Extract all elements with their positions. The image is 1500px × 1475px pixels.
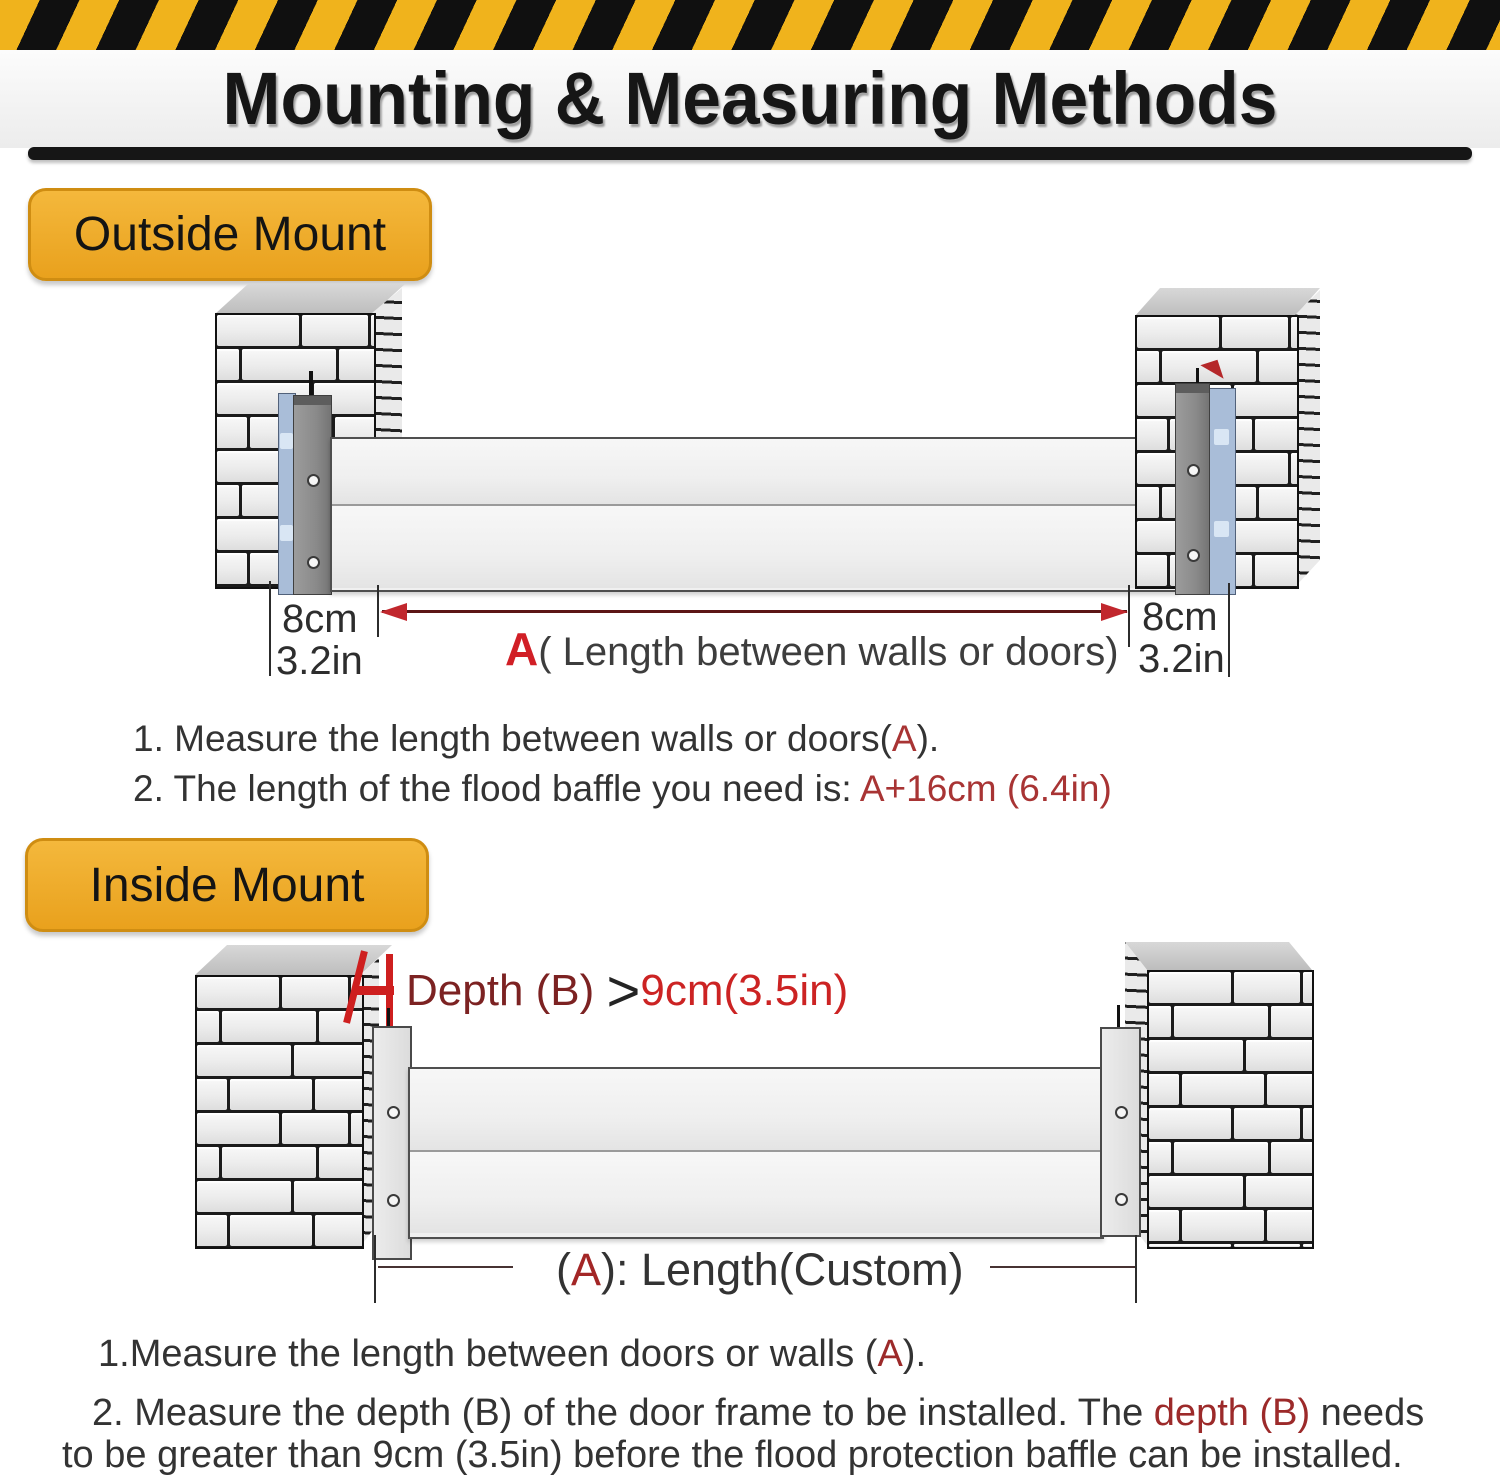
outside-flood-baffle [330,437,1179,592]
brick [1255,419,1297,450]
brick [1234,385,1297,416]
brick [1137,555,1167,586]
brick [197,1181,291,1212]
brick [282,977,348,1008]
seal-clip [1214,521,1229,537]
arrowhead-right-icon [1101,603,1128,621]
brick [1149,1176,1243,1207]
brick [319,1011,362,1042]
brick [1149,1210,1179,1241]
brick [217,553,247,584]
outside-right-bracket [1175,383,1210,595]
inside-step-3 [62,1434,1403,1475]
brick [1259,351,1297,382]
bracket-hole [1187,464,1200,477]
brick [371,315,374,346]
brick [1303,1108,1312,1139]
dim-left-cm: 8cm [282,597,358,641]
brick-row [1149,972,1312,1003]
brick [302,315,368,346]
step-text: needs [1310,1392,1425,1434]
step-highlight: depth (B) [1153,1392,1311,1434]
brick-row [1149,1074,1312,1105]
bracket-hole [1115,1193,1128,1206]
step-text: to be greater than 9cm (3.5in) before the flood protection baffle can be installed. [62,1434,1403,1475]
brick [1222,317,1288,348]
brick-row [1149,1176,1312,1207]
outside-left-bracket [293,395,332,595]
dim-tick [1128,585,1130,647]
dim-line [269,581,271,676]
brick [197,977,279,1008]
greater-than-sign: > [606,959,641,1024]
brick [1303,1244,1312,1247]
step-highlight: A [877,1333,903,1375]
title-divider-bar [28,147,1472,160]
brick [1234,521,1297,552]
brick-row [197,1113,362,1144]
dim-line [374,1235,376,1303]
brick [1137,317,1219,348]
inside-mount-badge-label: Inside Mount [89,858,365,912]
brick [1149,1244,1231,1247]
bracket-hole [1187,549,1200,562]
measurement-arrow [382,610,1127,613]
brick [1267,1210,1312,1241]
inside-step-1 [98,1333,926,1376]
brick [1182,1210,1264,1241]
depth-gauge-icon [353,986,394,995]
dim-right-cm: 8cm [1142,595,1218,639]
brick [315,1215,362,1246]
brick [1149,1006,1171,1037]
brick [217,315,299,346]
brick [1149,972,1231,1003]
step-text: 1.Measure the length between doors or walls ( [98,1333,878,1375]
brick [1291,317,1297,348]
outside-mount-badge [28,188,432,281]
step-text: 2. Measure the depth (B) of the door frame to be installed. The [92,1392,1154,1434]
outside-step-2 [133,768,1112,810]
brick-row [197,1147,362,1178]
dim-left-inch: 3.2in [276,639,363,683]
span-label-a: A [505,623,539,675]
brick-row [197,1011,362,1042]
step-text: ). [916,718,940,759]
bracket-bevel [294,396,331,405]
brick [1259,487,1297,518]
brick [217,417,247,448]
brick-row [1149,1244,1312,1247]
baffle-plank [332,506,1177,588]
dim-line [1135,1235,1137,1303]
seal-clip [1214,429,1229,445]
brick [1149,1040,1243,1071]
inside-flood-baffle [408,1067,1104,1239]
bracket-bevel [1176,384,1209,393]
page-title: Mounting & Measuring Methods [222,57,1278,140]
brick-row [197,1215,362,1246]
inside-step-2 [92,1392,1424,1435]
baffle-plank [410,1069,1102,1152]
depth-value: 9cm(3.5in) [640,966,849,1015]
seal-clip [280,433,293,449]
brick [197,1045,291,1076]
depth-annotation [406,958,848,1025]
brick [197,1079,227,1110]
step-text: 1. Measure the length between walls or doors( [133,718,892,759]
outside-left-anchor-bolt [309,371,313,397]
bracket-hole [307,474,320,487]
inside-left-bracket [372,1026,412,1260]
brick-row [1149,1142,1312,1173]
brick-row [217,315,374,346]
brick [222,1147,316,1178]
brick-row [1149,1210,1312,1241]
seal-clip [280,525,293,541]
brick [197,1011,219,1042]
bracket-hole [387,1194,400,1207]
hazard-stripe-banner [0,0,1500,50]
brick [197,1215,227,1246]
dim-line [378,1266,513,1268]
brick [222,1011,316,1042]
depth-label: Depth (B) [406,966,607,1015]
brick [1303,972,1312,1003]
inside-left-pillar [195,975,364,1249]
brick [242,349,336,380]
bracket-hole [1115,1106,1128,1119]
brick [1271,1142,1312,1173]
brick [217,485,239,516]
brick [197,1147,219,1178]
brick-row [197,1181,362,1212]
brick [294,1181,362,1212]
brick [1291,453,1297,484]
brick [1246,1176,1312,1207]
outside-step-1 [133,718,939,760]
brick [1149,1108,1231,1139]
bracket-hole [307,556,320,569]
inside-right-pillar-top [1125,942,1312,970]
brick [1234,972,1300,1003]
brick [1174,1006,1268,1037]
brick [282,1113,348,1144]
brick [217,349,239,380]
brick-row [197,1079,362,1110]
brick [1137,487,1159,518]
step-text: 2. The length of the flood baffle you need is: [133,768,860,809]
brick-row [197,977,362,1008]
inside-mount-badge [25,838,429,932]
arrowhead-left-icon [380,603,407,621]
brick [351,1113,362,1144]
brick [1182,1074,1264,1105]
brick-row [217,349,374,380]
baffle-plank [332,439,1177,506]
brick [1137,419,1167,450]
brick-row [1149,1108,1312,1139]
dim-right-inch: 3.2in [1138,637,1225,681]
step-highlight: A+16cm (6.4in) [859,768,1112,809]
brick [339,349,374,380]
brick-row [1149,1040,1312,1071]
brick [230,1079,312,1110]
span-label-text: ( Length between walls or doors) [538,630,1119,674]
step-text: ). [902,1333,927,1375]
inside-right-anchor-bolt [1117,1005,1120,1027]
brick [1255,555,1297,586]
label-text: ( [556,1244,571,1295]
inside-right-pillar [1147,970,1314,1249]
brick [1137,351,1159,382]
brick [1234,1244,1300,1247]
brick-row [1149,1006,1312,1037]
dim-tick [377,585,379,637]
brick [1271,1006,1312,1037]
dim-line [1228,583,1230,677]
brick [1174,1142,1268,1173]
custom-length-label [556,1244,964,1296]
label-highlight: A [571,1244,602,1295]
brick [230,1215,312,1246]
brick [315,1079,362,1110]
brick-row [1137,317,1297,348]
brick [1149,1074,1179,1105]
brick [1246,1040,1312,1071]
brick [197,1113,279,1144]
brick [1234,1108,1300,1139]
bracket-hole [387,1106,400,1119]
inside-right-bracket [1100,1027,1141,1237]
brick [1149,1142,1171,1173]
baffle-plank [410,1152,1102,1233]
label-text: ): Length(Custom) [601,1244,964,1295]
brick-row [197,1045,362,1076]
outside-mount-badge-label: Outside Mount [73,208,387,261]
brick [319,1147,362,1178]
dim-line [990,1266,1135,1268]
outside-right-pillar-top [1135,288,1320,316]
brick [1267,1074,1312,1105]
span-label [505,622,1119,676]
step-highlight: A [891,718,917,759]
outside-right-seal-strip [1208,388,1236,595]
brick [294,1045,362,1076]
